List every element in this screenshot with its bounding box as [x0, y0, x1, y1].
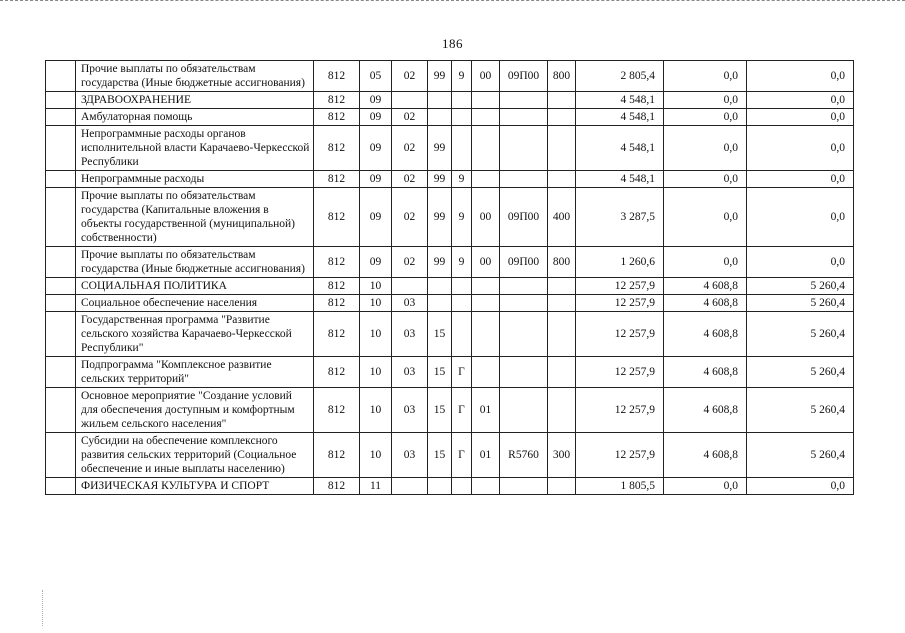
code-expense-type: [548, 312, 576, 357]
code-section: 09: [360, 126, 392, 171]
amount-year-1: 1 260,6: [576, 247, 664, 278]
code-subsection: 02: [392, 247, 428, 278]
code-subsection: 03: [392, 357, 428, 388]
code-direction: 09П00: [500, 61, 548, 92]
code-program: 99: [428, 171, 452, 188]
table-row: [46, 312, 854, 357]
code-expense-type: [548, 278, 576, 295]
code-section: 09: [360, 92, 392, 109]
code-admin: 812: [314, 433, 360, 478]
code-section: 09: [360, 188, 392, 247]
code-activity: [472, 478, 500, 495]
row-name: Прочие выплаты по обязательствам государства (Иные бюджетные ассигнования): [76, 247, 314, 278]
table-row: [46, 433, 854, 478]
amount-year-2: 0,0: [664, 171, 747, 188]
code-section: 10: [360, 278, 392, 295]
row-name: ФИЗИЧЕСКАЯ КУЛЬТУРА И СПОРТ: [76, 478, 314, 495]
code-admin: 812: [314, 295, 360, 312]
amount-year-2: 4 608,8: [664, 295, 747, 312]
code-activity: 00: [472, 247, 500, 278]
code-direction: [500, 312, 548, 357]
code-subprogram: [452, 109, 472, 126]
budget-table: [45, 60, 854, 495]
amount-year-3: 5 260,4: [747, 357, 854, 388]
code-direction: [500, 109, 548, 126]
code-admin: 812: [314, 171, 360, 188]
code-activity: [472, 92, 500, 109]
code-activity: 00: [472, 61, 500, 92]
amount-year-1: 4 548,1: [576, 92, 664, 109]
code-activity: [472, 126, 500, 171]
amount-year-3: 0,0: [747, 92, 854, 109]
code-expense-type: 800: [548, 61, 576, 92]
code-direction: [500, 92, 548, 109]
code-activity: [472, 109, 500, 126]
code-admin: 812: [314, 92, 360, 109]
code-activity: [472, 295, 500, 312]
row-name: Основное мероприятие "Создание условий для обеспечения доступным и комфортным жильем сельского населения": [76, 388, 314, 433]
code-expense-type: [548, 109, 576, 126]
row-name: Прочие выплаты по обязательствам государства (Иные бюджетные ассигнования): [76, 61, 314, 92]
code-program: 99: [428, 126, 452, 171]
table-row: [46, 278, 854, 295]
code-section: 11: [360, 478, 392, 495]
code-subprogram: [452, 92, 472, 109]
code-expense-type: [548, 357, 576, 388]
row-margin-cell: [46, 171, 76, 188]
code-direction: [500, 171, 548, 188]
code-subprogram: [452, 126, 472, 171]
row-margin-cell: [46, 433, 76, 478]
code-expense-type: [548, 171, 576, 188]
code-program: 15: [428, 433, 452, 478]
code-direction: [500, 278, 548, 295]
code-expense-type: [548, 478, 576, 495]
row-margin-cell: [46, 92, 76, 109]
code-activity: 00: [472, 188, 500, 247]
code-direction: [500, 126, 548, 171]
table-row: [46, 171, 854, 188]
code-subsection: 03: [392, 312, 428, 357]
code-subprogram: 9: [452, 247, 472, 278]
code-program: [428, 278, 452, 295]
code-subprogram: Г: [452, 388, 472, 433]
row-margin-cell: [46, 247, 76, 278]
row-margin-cell: [46, 126, 76, 171]
table-row: [46, 247, 854, 278]
code-direction: 09П00: [500, 188, 548, 247]
code-program: 99: [428, 247, 452, 278]
code-expense-type: [548, 388, 576, 433]
amount-year-1: 12 257,9: [576, 433, 664, 478]
code-direction: [500, 357, 548, 388]
amount-year-1: 12 257,9: [576, 388, 664, 433]
code-expense-type: 800: [548, 247, 576, 278]
amount-year-3: 5 260,4: [747, 312, 854, 357]
code-subsection: [392, 278, 428, 295]
code-section: 10: [360, 295, 392, 312]
code-program: [428, 109, 452, 126]
amount-year-3: 0,0: [747, 188, 854, 247]
code-activity: [472, 357, 500, 388]
code-admin: 812: [314, 478, 360, 495]
code-program: 15: [428, 357, 452, 388]
amount-year-3: 0,0: [747, 171, 854, 188]
row-margin-cell: [46, 188, 76, 247]
code-section: 10: [360, 357, 392, 388]
code-subprogram: [452, 278, 472, 295]
code-subprogram: [452, 295, 472, 312]
amount-year-2: 4 608,8: [664, 357, 747, 388]
table-row: [46, 357, 854, 388]
row-margin-cell: [46, 478, 76, 495]
code-activity: 01: [472, 433, 500, 478]
amount-year-3: 5 260,4: [747, 388, 854, 433]
amount-year-2: 0,0: [664, 109, 747, 126]
scan-margin-marks: [42, 590, 45, 626]
amount-year-3: 0,0: [747, 247, 854, 278]
row-margin-cell: [46, 109, 76, 126]
amount-year-1: 12 257,9: [576, 295, 664, 312]
amount-year-1: 4 548,1: [576, 109, 664, 126]
page-number: 186: [442, 36, 463, 51]
code-section: 10: [360, 433, 392, 478]
code-direction: [500, 388, 548, 433]
code-activity: 01: [472, 388, 500, 433]
code-subprogram: Г: [452, 357, 472, 388]
amount-year-1: 12 257,9: [576, 312, 664, 357]
amount-year-3: 5 260,4: [747, 295, 854, 312]
table-row: [46, 126, 854, 171]
code-section: 09: [360, 247, 392, 278]
code-admin: 812: [314, 126, 360, 171]
amount-year-1: 2 805,4: [576, 61, 664, 92]
code-subprogram: Г: [452, 433, 472, 478]
code-activity: [472, 278, 500, 295]
amount-year-1: 4 548,1: [576, 126, 664, 171]
row-margin-cell: [46, 61, 76, 92]
amount-year-1: 3 287,5: [576, 188, 664, 247]
amount-year-1: 1 805,5: [576, 478, 664, 495]
code-program: [428, 478, 452, 495]
code-subprogram: 9: [452, 188, 472, 247]
amount-year-2: 0,0: [664, 188, 747, 247]
table-row: [46, 388, 854, 433]
amount-year-2: 0,0: [664, 61, 747, 92]
amount-year-1: 12 257,9: [576, 278, 664, 295]
row-name: СОЦИАЛЬНАЯ ПОЛИТИКА: [76, 278, 314, 295]
amount-year-3: 5 260,4: [747, 278, 854, 295]
row-name: Подпрограмма "Комплексное развитие сельских территорий": [76, 357, 314, 388]
code-expense-type: 300: [548, 433, 576, 478]
code-subprogram: 9: [452, 171, 472, 188]
amount-year-2: 4 608,8: [664, 388, 747, 433]
code-expense-type: [548, 126, 576, 171]
row-name: Субсидии на обеспечение комплексного развития сельских территорий (Социальное обеспечение и иные выплаты населению): [76, 433, 314, 478]
code-section: 10: [360, 312, 392, 357]
code-admin: 812: [314, 247, 360, 278]
code-section: 10: [360, 388, 392, 433]
code-admin: 812: [314, 109, 360, 126]
row-name: Прочие выплаты по обязательствам государства (Капитальные вложения в объекты государственной (муниципальной) собственности): [76, 188, 314, 247]
table-body: [46, 61, 854, 495]
amount-year-1: 4 548,1: [576, 171, 664, 188]
code-admin: 812: [314, 357, 360, 388]
amount-year-3: 5 260,4: [747, 433, 854, 478]
code-subsection: 02: [392, 188, 428, 247]
code-program: 15: [428, 388, 452, 433]
table-row: [46, 109, 854, 126]
code-direction: [500, 478, 548, 495]
table-row: [46, 92, 854, 109]
table-row: [46, 478, 854, 495]
code-section: 05: [360, 61, 392, 92]
amount-year-2: 4 608,8: [664, 312, 747, 357]
code-activity: [472, 312, 500, 357]
code-admin: 812: [314, 278, 360, 295]
table-row: [46, 188, 854, 247]
row-margin-cell: [46, 278, 76, 295]
row-name: Государственная программа "Развитие сельского хозяйства Карачаево-Черкесской Республики": [76, 312, 314, 357]
code-program: [428, 295, 452, 312]
amount-year-2: 0,0: [664, 247, 747, 278]
table-row: [46, 295, 854, 312]
code-subsection: 02: [392, 61, 428, 92]
amount-year-2: 4 608,8: [664, 278, 747, 295]
code-admin: 812: [314, 188, 360, 247]
code-section: 09: [360, 109, 392, 126]
code-program: [428, 92, 452, 109]
amount-year-3: 0,0: [747, 109, 854, 126]
scan-edge: [0, 0, 905, 3]
code-subprogram: [452, 478, 472, 495]
code-subsection: 03: [392, 433, 428, 478]
code-expense-type: [548, 92, 576, 109]
code-direction: [500, 295, 548, 312]
code-subsection: 03: [392, 388, 428, 433]
code-subsection: 02: [392, 109, 428, 126]
row-name: Непрограммные расходы органов исполнительной власти Карачаево-Черкесской Республики: [76, 126, 314, 171]
code-subprogram: [452, 312, 472, 357]
amount-year-1: 12 257,9: [576, 357, 664, 388]
code-direction: 09П00: [500, 247, 548, 278]
code-admin: 812: [314, 388, 360, 433]
row-margin-cell: [46, 312, 76, 357]
amount-year-2: 0,0: [664, 92, 747, 109]
code-subsection: 02: [392, 171, 428, 188]
code-section: 09: [360, 171, 392, 188]
code-program: 15: [428, 312, 452, 357]
code-subsection: [392, 92, 428, 109]
amount-year-3: 0,0: [747, 61, 854, 92]
row-name: ЗДРАВООХРАНЕНИЕ: [76, 92, 314, 109]
amount-year-2: 0,0: [664, 126, 747, 171]
code-expense-type: 400: [548, 188, 576, 247]
code-admin: 812: [314, 61, 360, 92]
code-subsection: [392, 478, 428, 495]
code-expense-type: [548, 295, 576, 312]
row-margin-cell: [46, 357, 76, 388]
amount-year-2: 4 608,8: [664, 433, 747, 478]
code-activity: [472, 171, 500, 188]
amount-year-3: 0,0: [747, 478, 854, 495]
code-subsection: 02: [392, 126, 428, 171]
code-program: 99: [428, 61, 452, 92]
code-subsection: 03: [392, 295, 428, 312]
row-margin-cell: [46, 388, 76, 433]
code-admin: 812: [314, 312, 360, 357]
amount-year-2: 0,0: [664, 478, 747, 495]
code-program: 99: [428, 188, 452, 247]
code-direction: R5760: [500, 433, 548, 478]
row-margin-cell: [46, 295, 76, 312]
amount-year-3: 0,0: [747, 126, 854, 171]
code-subprogram: 9: [452, 61, 472, 92]
table-row: [46, 61, 854, 92]
row-name: Амбулаторная помощь: [76, 109, 314, 126]
row-name: Непрограммные расходы: [76, 171, 314, 188]
row-name: Социальное обеспечение населения: [76, 295, 314, 312]
